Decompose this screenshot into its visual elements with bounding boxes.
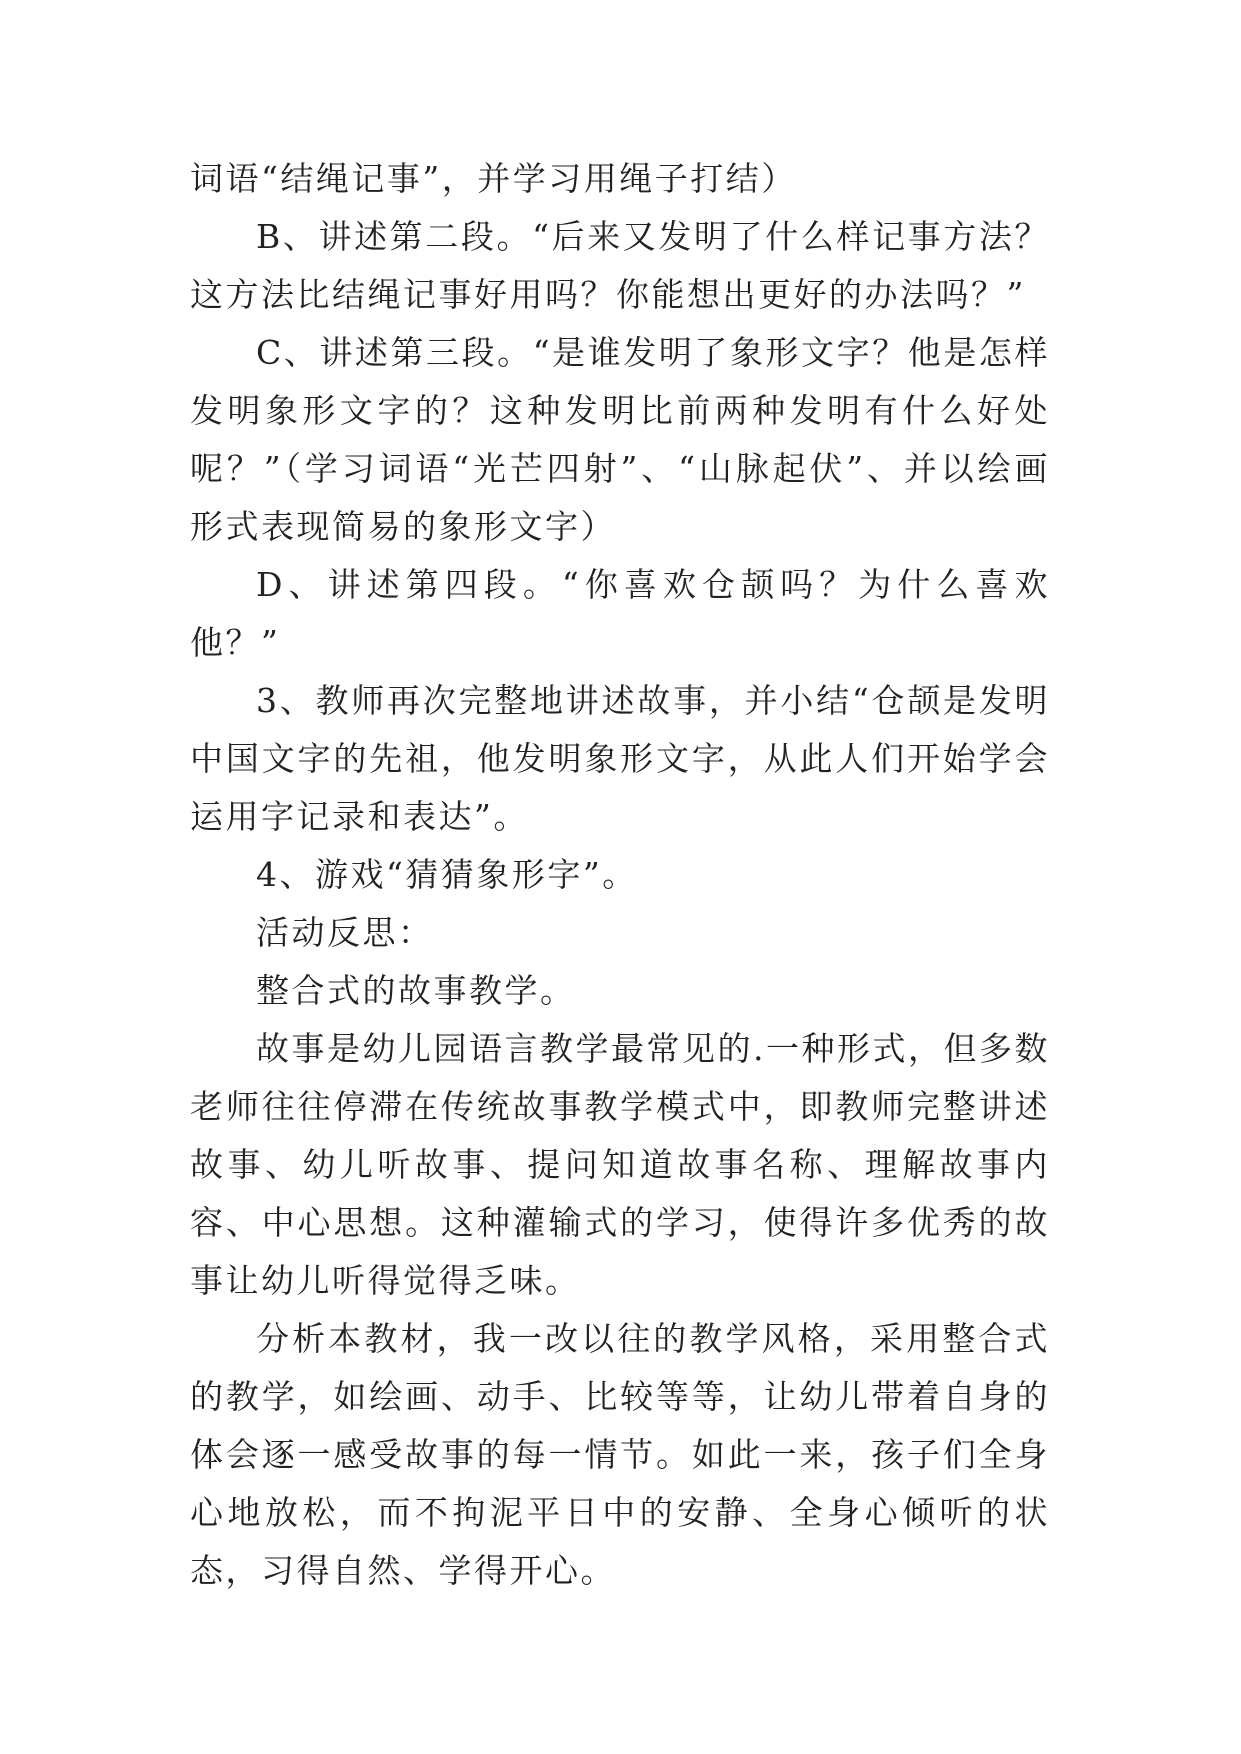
paragraph-reflection-1: 故事是幼儿园语言教学最常见的.一种形式，但多数老师往往停滞在传统故事教学模式中，即教师完整讲述故事、幼儿听故事、提问知道故事名称、理解故事内容、中心思想。这种灌输式的学习，使得许多优秀的故事让幼儿听得觉得乏味。 — [190, 1029, 1050, 1300]
paragraph-reflection-2: 分析本教材，我一改以往的教学风格，采用整合式的教学，如绘画、动手、比较等等，让幼儿带着自身的体会逐一感受故事的每一情节。如此一来，孩子们全身心地放松，而不拘泥平日中的安静、全身心倾听的状态，习得自然、学得开心。 — [190, 1319, 1050, 1590]
paragraph-continuation: 词语“结绳记事”，并学习用绳子打结） — [190, 159, 797, 198]
paragraph-step-d: D、讲述第四段。“你喜欢仓颉吗？为什么喜欢他？” — [190, 565, 1050, 662]
document-body — [190, 150, 1050, 1600]
paragraph-step-3: 3、教师再次完整地讲述故事，并小结“仓颉是发明中国文字的先祖，他发明象形文字，从此人们开始学会运用字记录和表达”。 — [190, 681, 1050, 836]
paragraph-step-c: C、讲述第三段。“是谁发明了象形文字？他是怎样发明象形文字的？这种发明比前两种发明有什么好处呢？”（学习词语“光芒四射”、“山脉起伏”、并以绘画形式表现简易的象形文字） — [190, 333, 1050, 546]
reflection-subtitle: 整合式的故事教学。 — [256, 971, 576, 1010]
paragraph-step-b: B、讲述第二段。“后来又发明了什么样记事方法？这方法比结绳记事好用吗？你能想出更好的办法吗？” — [190, 217, 1050, 314]
section-heading-reflection: 活动反思： — [256, 913, 434, 952]
paragraph-step-4: 4、游戏“猜猜象形字”。 — [256, 855, 638, 894]
